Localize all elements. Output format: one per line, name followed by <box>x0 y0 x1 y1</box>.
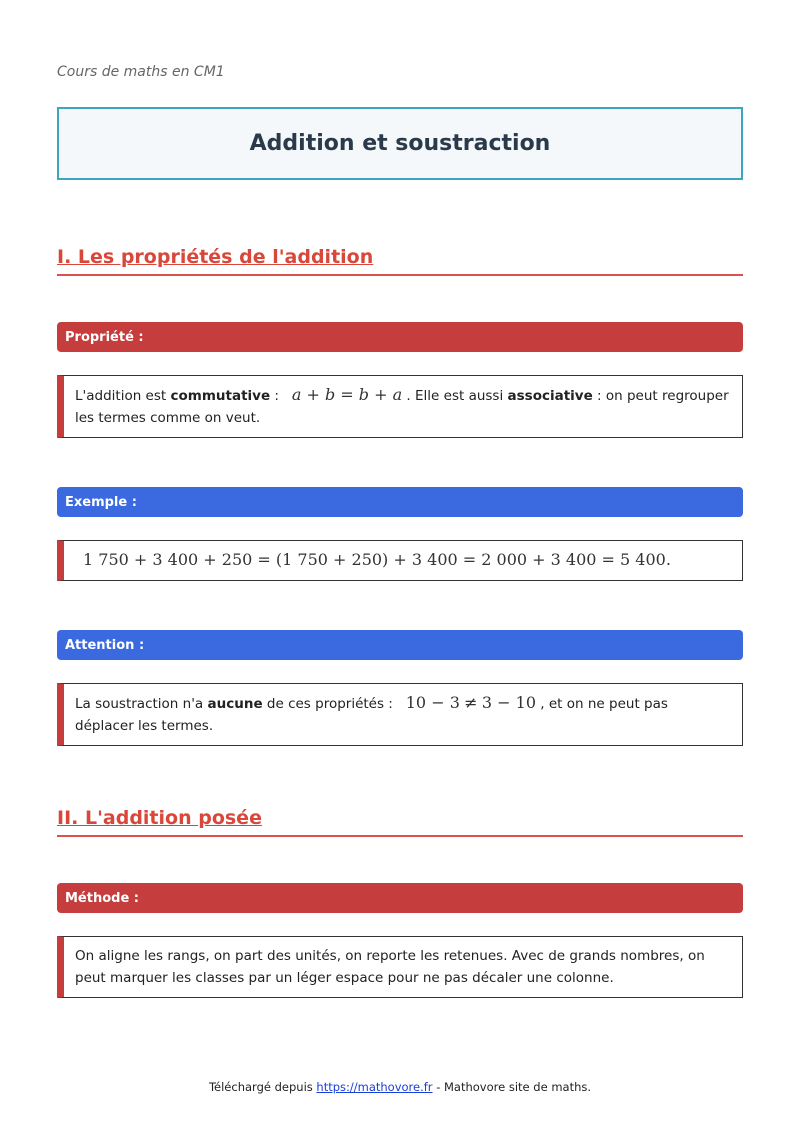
section-title-1 <box>57 246 743 276</box>
example-box <box>57 540 743 581</box>
property-text-2: : <box>270 388 284 404</box>
section-title-1-text: I. Les propriétés de l'addition <box>57 246 374 268</box>
example-label-bar <box>57 487 743 517</box>
property-bold-associative: associative <box>507 388 593 404</box>
section-title-2-text: II. L'addition posée <box>57 807 262 829</box>
property-label: Propriété : <box>65 329 144 345</box>
method-label: Méthode : <box>65 890 140 906</box>
footer-prefix: Téléchargé depuis <box>208 1080 317 1094</box>
method-label-bar <box>57 883 743 913</box>
example-label: Exemple : <box>65 494 137 510</box>
footer-suffix: - Mathovore site de maths. <box>432 1080 592 1094</box>
not-equal-symbol: ≠ <box>464 693 478 712</box>
footer-link[interactable]: https://mathovore.fr <box>316 1080 433 1094</box>
method-text: On aligne les rangs, on part des unités, on reporte les retenues. Avec de grands nombres, on peut marquer les classes par un léger espace pour ne pas décaler une colonne. <box>75 948 705 986</box>
attention-label: Attention : <box>65 637 145 653</box>
method-box <box>57 936 743 998</box>
commutative-formula: a + b = b + a <box>291 385 403 404</box>
attention-label-bar <box>57 630 743 660</box>
property-text-1: L'addition est <box>75 388 171 404</box>
section-title-2 <box>57 807 743 837</box>
property-label-bar <box>57 322 743 352</box>
property-box <box>57 375 743 438</box>
inequality-left: 10 − 3 <box>405 693 460 712</box>
attention-text-3: , et on ne peut pas déplacer les termes. <box>75 696 668 734</box>
attention-box <box>57 683 743 746</box>
property-text-3: . Elle est aussi <box>402 388 508 404</box>
course-subtitle: Cours de maths en CM1 <box>57 64 225 80</box>
attention-text-2: de ces propriétés : <box>262 696 398 712</box>
attention-bold-aucune: aucune <box>207 696 263 712</box>
attention-text-1: La soustraction n'a <box>75 696 208 712</box>
property-text-4: : on peut regrouper les termes comme on veut. <box>75 388 729 426</box>
inequality-right: 3 − 10 <box>481 693 536 712</box>
example-formula: 1 750 + 3 400 + 250 = (1 750 + 250) + 3 400 = 2 000 + 3 400 = 5 400. <box>83 550 671 569</box>
footer <box>0 1080 800 1094</box>
property-bold-commutative: commutative <box>170 388 271 404</box>
title-box <box>57 107 743 180</box>
page-title: Addition et soustraction <box>249 131 551 156</box>
